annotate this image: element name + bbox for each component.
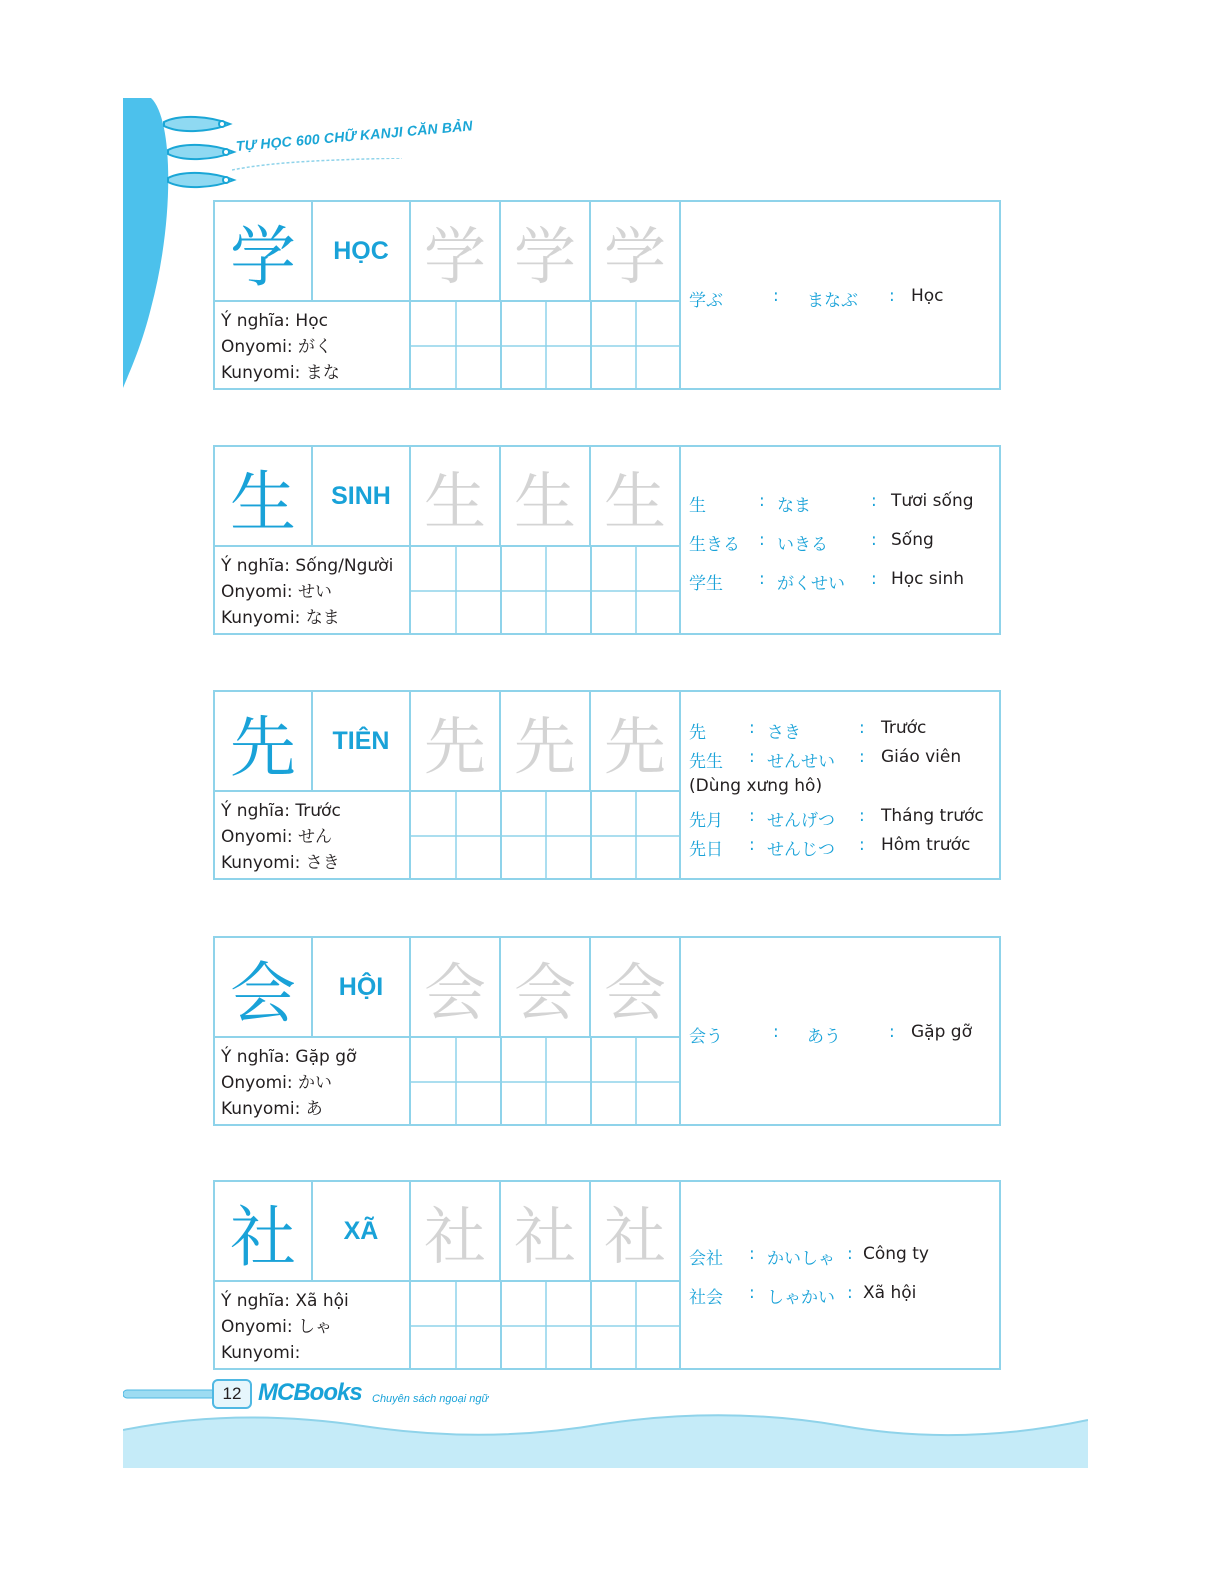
kanji-card xyxy=(213,690,1001,880)
kanji-character: 生 xyxy=(215,447,313,547)
vocab-row xyxy=(689,718,989,742)
vocab-colon: : xyxy=(749,747,755,767)
hanviet-reading: TIÊN xyxy=(313,692,411,792)
vocab-colon: : xyxy=(759,530,765,550)
onyomi-label: Onyomi: xyxy=(221,1317,293,1337)
kanji-info xyxy=(215,1038,411,1126)
kanji-info xyxy=(215,547,411,635)
meaning-value: Sống/Người xyxy=(295,556,394,576)
footer-line-decoration xyxy=(123,1388,218,1400)
kanji-character: 先 xyxy=(215,692,313,792)
trace-kanji: 先 xyxy=(591,692,681,792)
vocab-colon: : xyxy=(859,835,865,855)
vocab-meaning: Hôm trước xyxy=(881,835,971,855)
vocab-row xyxy=(689,1244,989,1268)
vocab-colon: : xyxy=(773,286,779,306)
kanji-character: 社 xyxy=(215,1182,313,1282)
vocab-meaning: Xã hội xyxy=(863,1283,917,1303)
vocab-kanji: 社会 xyxy=(689,1288,723,1308)
vocab-row xyxy=(689,491,989,515)
meaning-label: Ý nghĩa: xyxy=(221,556,290,576)
trace-kanji: 社 xyxy=(591,1182,681,1282)
vocab-kanji: 生きる xyxy=(689,535,740,555)
vocab-kanji: 学ぶ xyxy=(689,291,723,311)
vocab-meaning: Sống xyxy=(891,530,934,550)
vocab-row xyxy=(689,835,989,859)
vocab-kanji: 先生 xyxy=(689,752,723,772)
trace-kanji: 会 xyxy=(501,938,591,1038)
vocab-colon: : xyxy=(749,718,755,738)
trace-kanji: 学 xyxy=(411,202,501,302)
page-number: 12 xyxy=(212,1379,252,1409)
kanji-info xyxy=(215,302,411,390)
wave-decoration xyxy=(123,1410,1088,1468)
kunyomi-label: Kunyomi: xyxy=(221,1343,301,1363)
vocab-meaning: Trước xyxy=(881,718,927,738)
onyomi-label: Onyomi: xyxy=(221,1073,293,1093)
vocab-meaning: Tươi sống xyxy=(891,491,974,511)
kunyomi-value: なま xyxy=(305,608,340,628)
trace-kanji: 生 xyxy=(591,447,681,547)
kunyomi-label: Kunyomi: xyxy=(221,608,301,628)
vocab-colon: : xyxy=(847,1283,853,1303)
vocab-colon: : xyxy=(759,569,765,589)
hanviet-reading: HỌC xyxy=(313,202,411,302)
vocab-reading: せんせい xyxy=(767,752,835,772)
vocab-row xyxy=(689,1283,989,1307)
brand-tagline: Chuyên sách ngoại ngữ xyxy=(372,1393,489,1405)
trace-kanji: 先 xyxy=(501,692,591,792)
kanji-card xyxy=(213,445,1001,635)
meaning-value: Xã hội xyxy=(295,1291,349,1311)
vocab-meaning: Học sinh xyxy=(891,569,965,589)
trace-kanji: 社 xyxy=(501,1182,591,1282)
vocab-colon: : xyxy=(859,747,865,767)
vocab-row xyxy=(689,806,989,830)
vocab-reading: かいしゃ xyxy=(767,1249,835,1269)
vocab-row xyxy=(689,530,989,554)
header-underline xyxy=(232,158,402,172)
kanji-info xyxy=(215,792,411,880)
vocab-row xyxy=(689,1022,989,1046)
kanji-character: 学 xyxy=(215,202,313,302)
vocab-meaning: Gặp gỡ xyxy=(911,1022,972,1042)
kanji-character: 会 xyxy=(215,938,313,1038)
practice-grid[interactable] xyxy=(411,1038,681,1126)
vocab-row xyxy=(689,569,989,593)
vocab-row xyxy=(689,286,989,310)
vocab-colon: : xyxy=(749,1244,755,1264)
fish-streamer-icon xyxy=(160,112,240,196)
kanji-card xyxy=(213,1180,1001,1370)
vocab-reading: せんげつ xyxy=(767,811,835,831)
meaning-value: Học xyxy=(295,311,328,331)
trace-kanji: 学 xyxy=(501,202,591,302)
vocab-meaning: Học xyxy=(911,286,944,306)
vocab-row xyxy=(689,747,989,771)
vocab-colon: : xyxy=(871,530,877,550)
vocab-colon: : xyxy=(889,286,895,306)
onyomi-value: せん xyxy=(298,827,333,847)
trace-kanji: 会 xyxy=(411,938,501,1038)
vocab-reading: あう xyxy=(807,1027,841,1047)
vocab-kanji: 会う xyxy=(689,1027,723,1047)
vocab-kanji: 学生 xyxy=(689,574,723,594)
vocab-kanji: 生 xyxy=(689,496,706,516)
meaning-label: Ý nghĩa: xyxy=(221,801,290,821)
kanji-card xyxy=(213,936,1001,1126)
kanji-info xyxy=(215,1282,411,1370)
vocab-kanji: 先日 xyxy=(689,840,723,860)
meaning-label: Ý nghĩa: xyxy=(221,311,290,331)
brand-logo: MCBooks xyxy=(258,1379,362,1406)
vocab-reading: さき xyxy=(767,723,801,743)
vocab-list xyxy=(681,1182,999,1368)
hanviet-reading: SINH xyxy=(313,447,411,547)
vocab-list xyxy=(681,202,999,388)
header-title: TỰ HỌC 600 CHỮ KANJI CĂN BẢN xyxy=(235,117,474,154)
kanji-card xyxy=(213,200,1001,390)
vocab-reading: まなぶ xyxy=(807,291,858,311)
vocab-note: (Dùng xưng hô) xyxy=(689,776,823,796)
vocab-colon: : xyxy=(889,1022,895,1042)
kunyomi-label: Kunyomi: xyxy=(221,363,301,383)
onyomi-label: Onyomi: xyxy=(221,827,293,847)
onyomi-value: せい xyxy=(298,582,333,602)
vocab-colon: : xyxy=(871,569,877,589)
meaning-label: Ý nghĩa: xyxy=(221,1047,290,1067)
vocab-colon: : xyxy=(749,1283,755,1303)
vocab-list xyxy=(681,447,999,633)
vocab-colon: : xyxy=(847,1244,853,1264)
kunyomi-value: まな xyxy=(305,363,340,383)
vocab-reading: がくせい xyxy=(777,574,845,594)
vocab-kanji: 先月 xyxy=(689,811,723,831)
vocab-colon: : xyxy=(859,806,865,826)
onyomi-label: Onyomi: xyxy=(221,582,293,602)
meaning-value: Gặp gỡ xyxy=(295,1047,357,1067)
vocab-reading: いきる xyxy=(777,535,828,555)
vocab-reading: せんじつ xyxy=(767,840,835,860)
vocab-list xyxy=(681,692,999,878)
vocab-colon: : xyxy=(759,491,765,511)
practice-grid[interactable] xyxy=(411,1282,681,1370)
vocab-meaning: Tháng trước xyxy=(881,806,984,826)
vocab-reading: なま xyxy=(777,496,811,516)
kunyomi-label: Kunyomi: xyxy=(221,853,301,873)
onyomi-value: がく xyxy=(298,337,333,357)
meaning-value: Trước xyxy=(295,801,341,821)
vocab-colon: : xyxy=(749,835,755,855)
vocab-kanji: 先 xyxy=(689,723,706,743)
vocab-meaning: Công ty xyxy=(863,1244,929,1264)
hanviet-reading: HỘI xyxy=(313,938,411,1038)
practice-grid[interactable] xyxy=(411,547,681,635)
onyomi-value: しゃ xyxy=(298,1317,333,1337)
kunyomi-value: さき xyxy=(305,853,340,873)
kunyomi-label: Kunyomi: xyxy=(221,1099,301,1119)
trace-kanji: 生 xyxy=(501,447,591,547)
trace-kanji: 社 xyxy=(411,1182,501,1282)
vocab-meaning: Giáo viên xyxy=(881,747,962,767)
vocab-colon: : xyxy=(871,491,877,511)
kunyomi-value: あ xyxy=(305,1099,323,1119)
trace-kanji: 会 xyxy=(591,938,681,1038)
hanviet-reading: XÃ xyxy=(313,1182,411,1282)
trace-kanji: 学 xyxy=(591,202,681,302)
vocab-kanji: 会社 xyxy=(689,1249,723,1269)
vocab-colon: : xyxy=(859,718,865,738)
onyomi-label: Onyomi: xyxy=(221,337,293,357)
vocab-colon: : xyxy=(773,1022,779,1042)
vocab-reading: しゃかい xyxy=(767,1288,835,1308)
practice-grid[interactable] xyxy=(411,302,681,390)
trace-kanji: 先 xyxy=(411,692,501,792)
onyomi-value: かい xyxy=(298,1073,333,1093)
practice-grid[interactable] xyxy=(411,792,681,880)
vocab-list xyxy=(681,938,999,1124)
vocab-colon: : xyxy=(749,806,755,826)
meaning-label: Ý nghĩa: xyxy=(221,1291,290,1311)
trace-kanji: 生 xyxy=(411,447,501,547)
